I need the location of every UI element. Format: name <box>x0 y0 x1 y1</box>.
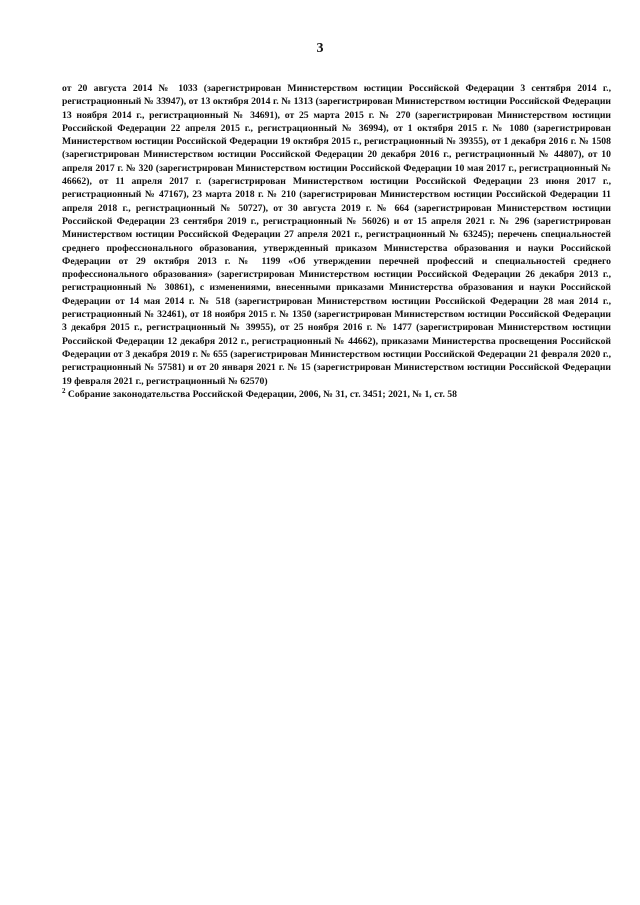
footnote-marker: 2 <box>62 386 66 395</box>
footnote-continuation <box>62 82 611 388</box>
page-number: 3 <box>316 41 324 56</box>
footnote-text: Собрание законодательства Российской Федерации, 2006, № 31, ст. 3451; 2021, № 1, ст. 58 <box>65 388 457 400</box>
footnote-2 <box>62 388 611 401</box>
footnotes-block <box>62 82 611 401</box>
footnote-text: от 20 августа 2014 № 1033 (зарегистрирован Министерством юстиции Российской Федерации 3 сентября 2014 г., регистрационный № 33947), от 13 октября 2014 г. № 1313 (зарегистрирован Министерством юстиции Российской Федерации 13 ноября 2014 г., регистрационный № 34691), от 25 марта 2015 г. № 270 (зарегистрирован Министерством юстиции Российской Федерации 22 апреля 2015 г., регистрационный № 36994), от 1 октября 2015 г. № 1080 (зарегистрирован Министерством юстиции Российской Федерации 19 октября 2015 г., регистрационный № 39355), от 1 декабря 2016 г. № 1508 (зарегистрирован Министерством юстиции Российской Федерации 20 декабря 2016 г., регистрационный № 44807), от 10 апреля 2017 г. № 320 (зарегистрирован Министерством юстиции Российской Федерации 10 мая 2017 г., регистрационный № 46662), от 11 апреля 2017 г. (зарегистрирован Министерством юстиции Российской Федерации 23 июня 2017 г., регистрационный № 47167), 23 марта 2018 г. № 210 (зарегистрирован Министерством юстиции Российской Федерации 11 апреля 2018 г., регистрационный № 50727), от 30 августа 2019 г. № 664 (зарегистрирован Министерством юстиции Российской Федерации 23 сентября 2019 г., регистрационный № 56026) и от 15 апреля 2021 г. № 296 (зарегистрирован Министерством юстиции Российской Федерации 27 апреля 2021 г., регистрационный № 63245); перечень специальностей среднего профессионального образования, утвержденный приказом Министерства образования и науки Российской Федерации от 29 октября 2013 г. № 1199 «Об утверждении перечней профессий и специальностей среднего профессионального образования» (зарегистрирован Министерством юстиции Российской Федерации 26 декабря 2013 г., регистрационный № 30861), с изменениями, внесенными приказами Министерства образования и науки Российской Федерации от 14 мая 2014 г. № 518 (зарегистрирован Министерством юстиции Российской Федерации 28 мая 2014 г., регистрационный № 32461), от 18 ноября 2015 г. № 1350 (зарегистрирован Министерством юстиции Российской Федерации 3 декабря 2015 г., регистрационный № 39955), от 25 ноября 2016 г. № 1477 (зарегистрирован Министерством юстиции Российской Федерации 12 декабря 2012 г., регистрационный № 44662), приказами Министерства просвещения Российской Федерации от 3 декабря 2019 г. № 655 (зарегистрирован Министерством юстиции Российской Федерации 21 февраля 2020 г., регистрационный № 57581) и от 20 января 2021 г. № 15 (зарегистрирован Министерством юстиции Российской Федерации 19 февраля 2021 г., регистрационный № 62570) <box>62 83 611 387</box>
